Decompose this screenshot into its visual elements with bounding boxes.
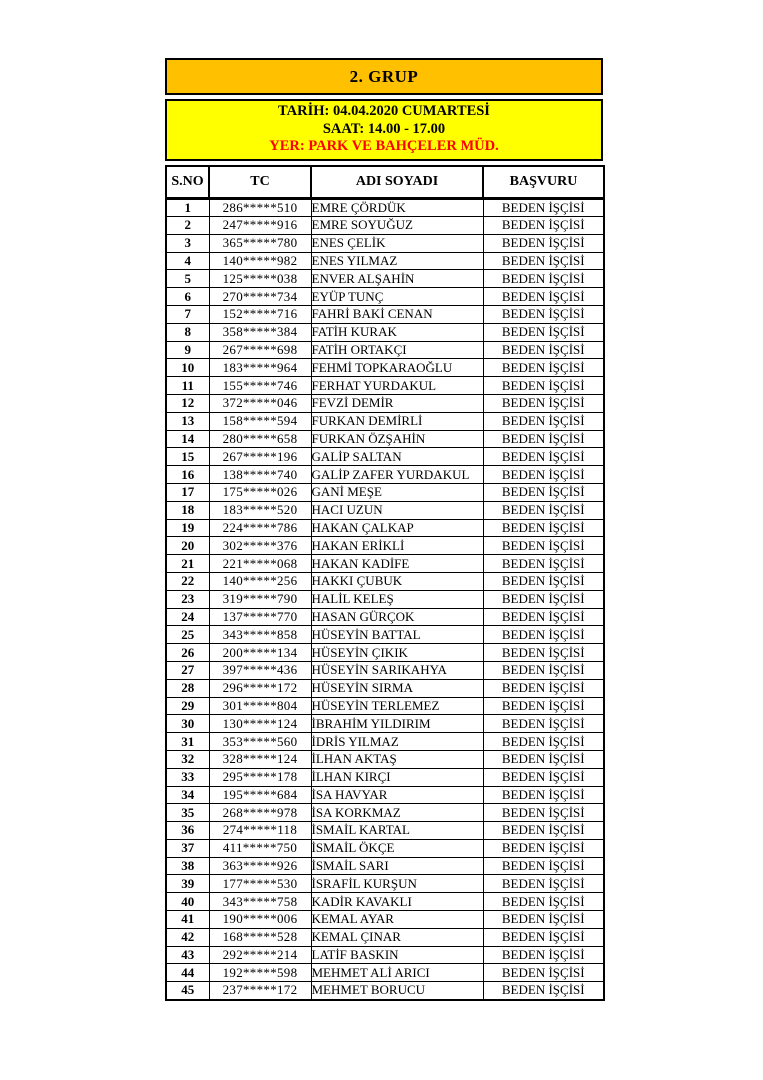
cell-tc: 155*****746 — [209, 377, 311, 395]
cell-name: İSMAİL SARI — [311, 857, 483, 875]
cell-basvuru: BEDEN İŞÇİSİ — [483, 448, 604, 466]
cell-sno: 20 — [166, 537, 209, 555]
cell-tc: 397*****436 — [209, 661, 311, 679]
cell-name: KADİR KAVAKLI — [311, 893, 483, 911]
cell-name: EYÜP TUNÇ — [311, 288, 483, 306]
cell-tc: 200*****134 — [209, 644, 311, 662]
cell-sno: 22 — [166, 572, 209, 590]
cell-tc: 372*****046 — [209, 394, 311, 412]
cell-tc: 137*****770 — [209, 608, 311, 626]
cell-tc: 221*****068 — [209, 555, 311, 573]
cell-basvuru: BEDEN İŞÇİSİ — [483, 839, 604, 857]
cell-name: FURKAN ÖZŞAHİN — [311, 430, 483, 448]
cell-name: İSRAFİL KURŞUN — [311, 875, 483, 893]
cell-tc: 267*****196 — [209, 448, 311, 466]
col-header-name: ADI SOYADI — [311, 166, 483, 199]
cell-sno: 14 — [166, 430, 209, 448]
cell-basvuru: BEDEN İŞÇİSİ — [483, 305, 604, 323]
cell-sno: 21 — [166, 555, 209, 573]
cell-basvuru: BEDEN İŞÇİSİ — [483, 252, 604, 270]
cell-basvuru: BEDEN İŞÇİSİ — [483, 911, 604, 929]
table-row — [166, 323, 604, 341]
col-header-tc: TC — [209, 166, 311, 199]
cell-basvuru: BEDEN İŞÇİSİ — [483, 893, 604, 911]
cell-name: MEHMET BORUCU — [311, 982, 483, 1000]
cell-basvuru: BEDEN İŞÇİSİ — [483, 679, 604, 697]
table-row — [166, 483, 604, 501]
table-row — [166, 537, 604, 555]
cell-tc: 286*****510 — [209, 199, 311, 217]
cell-sno: 7 — [166, 305, 209, 323]
cell-name: HÜSEYİN BATTAL — [311, 626, 483, 644]
table-row — [166, 750, 604, 768]
table-row — [166, 768, 604, 786]
cell-sno: 42 — [166, 928, 209, 946]
cell-tc: 152*****716 — [209, 305, 311, 323]
cell-name: İDRİS YILMAZ — [311, 733, 483, 751]
cell-tc: 292*****214 — [209, 946, 311, 964]
cell-name: FATİH KURAK — [311, 323, 483, 341]
cell-name: ENVER ALŞAHİN — [311, 270, 483, 288]
cell-sno: 13 — [166, 412, 209, 430]
cell-basvuru: BEDEN İŞÇİSİ — [483, 377, 604, 395]
table-row — [166, 341, 604, 359]
cell-name: KEMAL AYAR — [311, 911, 483, 929]
cell-tc: 183*****964 — [209, 359, 311, 377]
cell-name: HÜSEYİN TERLEMEZ — [311, 697, 483, 715]
cell-tc: 175*****026 — [209, 483, 311, 501]
cell-name: HACI UZUN — [311, 501, 483, 519]
table-row — [166, 519, 604, 537]
table-row — [166, 394, 604, 412]
cell-tc: 183*****520 — [209, 501, 311, 519]
cell-name: İSMAİL ÖKÇE — [311, 839, 483, 857]
cell-tc: 268*****978 — [209, 804, 311, 822]
table-row — [166, 501, 604, 519]
cell-sno: 8 — [166, 323, 209, 341]
cell-name: İSA HAVYAR — [311, 786, 483, 804]
cell-sno: 44 — [166, 964, 209, 982]
cell-sno: 34 — [166, 786, 209, 804]
cell-name: İBRAHİM YILDIRIM — [311, 715, 483, 733]
table-row — [166, 555, 604, 573]
cell-basvuru: BEDEN İŞÇİSİ — [483, 430, 604, 448]
cell-basvuru: BEDEN İŞÇİSİ — [483, 964, 604, 982]
cell-basvuru: BEDEN İŞÇİSİ — [483, 394, 604, 412]
table-row — [166, 412, 604, 430]
cell-tc: 274*****118 — [209, 822, 311, 840]
table-row — [166, 964, 604, 982]
table-row — [166, 946, 604, 964]
cell-sno: 19 — [166, 519, 209, 537]
cell-sno: 16 — [166, 466, 209, 484]
cell-basvuru: BEDEN İŞÇİSİ — [483, 750, 604, 768]
cell-sno: 9 — [166, 341, 209, 359]
cell-sno: 23 — [166, 590, 209, 608]
cell-name: FATİH ORTAKÇI — [311, 341, 483, 359]
cell-tc: 358*****384 — [209, 323, 311, 341]
cell-name: HAKAN KADİFE — [311, 555, 483, 573]
cell-name: HAKAN ÇALKAP — [311, 519, 483, 537]
cell-basvuru: BEDEN İŞÇİSİ — [483, 661, 604, 679]
cell-tc: 192*****598 — [209, 964, 311, 982]
group-header — [165, 58, 603, 95]
header-row — [166, 166, 604, 199]
table-row — [166, 857, 604, 875]
schedule-line-place: YER: PARK VE BAHÇELER MÜD. — [269, 138, 499, 154]
cell-sno: 2 — [166, 217, 209, 235]
cell-sno: 26 — [166, 644, 209, 662]
table-row — [166, 448, 604, 466]
cell-basvuru: BEDEN İŞÇİSİ — [483, 857, 604, 875]
cell-name: HÜSEYİN SIRMA — [311, 679, 483, 697]
cell-basvuru: BEDEN İŞÇİSİ — [483, 928, 604, 946]
cell-basvuru: BEDEN İŞÇİSİ — [483, 555, 604, 573]
cell-name: EMRE ÇÖRDÜK — [311, 199, 483, 217]
cell-basvuru: BEDEN İŞÇİSİ — [483, 483, 604, 501]
cell-tc: 130*****124 — [209, 715, 311, 733]
cell-tc: 363*****926 — [209, 857, 311, 875]
applicants-table — [165, 165, 605, 1001]
cell-tc: 365*****780 — [209, 234, 311, 252]
cell-tc: 302*****376 — [209, 537, 311, 555]
cell-tc: 177*****530 — [209, 875, 311, 893]
cell-basvuru: BEDEN İŞÇİSİ — [483, 697, 604, 715]
cell-sno: 35 — [166, 804, 209, 822]
cell-name: EMRE SOYUĞUZ — [311, 217, 483, 235]
cell-sno: 27 — [166, 661, 209, 679]
table-row — [166, 572, 604, 590]
cell-basvuru: BEDEN İŞÇİSİ — [483, 288, 604, 306]
table-row — [166, 733, 604, 751]
table-row — [166, 377, 604, 395]
table-row — [166, 608, 604, 626]
cell-basvuru: BEDEN İŞÇİSİ — [483, 733, 604, 751]
schedule-line-date: TARİH: 04.04.2020 CUMARTESİ — [278, 103, 490, 119]
col-header-basvuru: BAŞVURU — [483, 166, 604, 199]
cell-basvuru: BEDEN İŞÇİSİ — [483, 875, 604, 893]
cell-basvuru: BEDEN İŞÇİSİ — [483, 537, 604, 555]
cell-tc: 328*****124 — [209, 750, 311, 768]
cell-name: İLHAN AKTAŞ — [311, 750, 483, 768]
cell-name: HÜSEYİN ÇIKIK — [311, 644, 483, 662]
cell-name: KEMAL ÇINAR — [311, 928, 483, 946]
cell-tc: 237*****172 — [209, 982, 311, 1000]
cell-sno: 15 — [166, 448, 209, 466]
cell-sno: 29 — [166, 697, 209, 715]
table-row — [166, 893, 604, 911]
cell-basvuru: BEDEN İŞÇİSİ — [483, 217, 604, 235]
table-row — [166, 359, 604, 377]
table-row — [166, 697, 604, 715]
table-row — [166, 644, 604, 662]
table-row — [166, 679, 604, 697]
table-body — [166, 199, 604, 1000]
cell-basvuru: BEDEN İŞÇİSİ — [483, 199, 604, 217]
cell-tc: 267*****698 — [209, 341, 311, 359]
cell-basvuru: BEDEN İŞÇİSİ — [483, 644, 604, 662]
cell-name: HALİL KELEŞ — [311, 590, 483, 608]
group-title: 2. GRUP — [349, 67, 419, 86]
cell-sno: 25 — [166, 626, 209, 644]
cell-tc: 301*****804 — [209, 697, 311, 715]
cell-tc: 270*****734 — [209, 288, 311, 306]
cell-tc: 190*****006 — [209, 911, 311, 929]
table-row — [166, 199, 604, 217]
cell-name: FERHAT YURDAKUL — [311, 377, 483, 395]
schedule-line-time: SAAT: 14.00 - 17.00 — [322, 120, 446, 137]
cell-sno: 3 — [166, 234, 209, 252]
cell-name: FEHMİ TOPKARAOĞLU — [311, 359, 483, 377]
table-row — [166, 626, 604, 644]
cell-name: HÜSEYİN SARIKAHYA — [311, 661, 483, 679]
table-row — [166, 252, 604, 270]
cell-sno: 6 — [166, 288, 209, 306]
cell-name: GANİ MEŞE — [311, 483, 483, 501]
cell-sno: 43 — [166, 946, 209, 964]
cell-sno: 1 — [166, 199, 209, 217]
cell-basvuru: BEDEN İŞÇİSİ — [483, 270, 604, 288]
cell-basvuru: BEDEN İŞÇİSİ — [483, 519, 604, 537]
table-header — [166, 166, 604, 199]
cell-tc: 296*****172 — [209, 679, 311, 697]
table-row — [166, 911, 604, 929]
table-row — [166, 982, 604, 1000]
cell-sno: 5 — [166, 270, 209, 288]
cell-tc: 343*****758 — [209, 893, 311, 911]
cell-name: HASAN GÜRÇOK — [311, 608, 483, 626]
table-row — [166, 430, 604, 448]
cell-tc: 280*****658 — [209, 430, 311, 448]
cell-basvuru: BEDEN İŞÇİSİ — [483, 590, 604, 608]
cell-basvuru: BEDEN İŞÇİSİ — [483, 626, 604, 644]
cell-sno: 37 — [166, 839, 209, 857]
table-row — [166, 839, 604, 857]
cell-sno: 40 — [166, 893, 209, 911]
cell-name: GALİP ZAFER YURDAKUL — [311, 466, 483, 484]
cell-tc: 125*****038 — [209, 270, 311, 288]
cell-basvuru: BEDEN İŞÇİSİ — [483, 501, 604, 519]
cell-sno: 18 — [166, 501, 209, 519]
cell-sno: 28 — [166, 679, 209, 697]
table-row — [166, 217, 604, 235]
cell-name: İSMAİL KARTAL — [311, 822, 483, 840]
cell-sno: 33 — [166, 768, 209, 786]
cell-sno: 4 — [166, 252, 209, 270]
table-row — [166, 804, 604, 822]
cell-tc: 168*****528 — [209, 928, 311, 946]
cell-tc: 411*****750 — [209, 839, 311, 857]
cell-basvuru: BEDEN İŞÇİSİ — [483, 768, 604, 786]
cell-sno: 24 — [166, 608, 209, 626]
cell-tc: 140*****982 — [209, 252, 311, 270]
cell-basvuru: BEDEN İŞÇİSİ — [483, 323, 604, 341]
cell-tc: 140*****256 — [209, 572, 311, 590]
col-header-sno: S.NO — [166, 166, 209, 199]
cell-sno: 41 — [166, 911, 209, 929]
cell-name: HAKKI ÇUBUK — [311, 572, 483, 590]
table-row — [166, 661, 604, 679]
cell-basvuru: BEDEN İŞÇİSİ — [483, 234, 604, 252]
cell-sno: 39 — [166, 875, 209, 893]
cell-basvuru: BEDEN İŞÇİSİ — [483, 946, 604, 964]
cell-name: İSA KORKMAZ — [311, 804, 483, 822]
cell-name: ENES YILMAZ — [311, 252, 483, 270]
table-row — [166, 928, 604, 946]
cell-tc: 247*****916 — [209, 217, 311, 235]
cell-name: ENES ÇELİK — [311, 234, 483, 252]
cell-tc: 295*****178 — [209, 768, 311, 786]
cell-sno: 12 — [166, 394, 209, 412]
cell-basvuru: BEDEN İŞÇİSİ — [483, 466, 604, 484]
cell-basvuru: BEDEN İŞÇİSİ — [483, 822, 604, 840]
cell-sno: 36 — [166, 822, 209, 840]
cell-tc: 138*****740 — [209, 466, 311, 484]
cell-sno: 45 — [166, 982, 209, 1000]
cell-basvuru: BEDEN İŞÇİSİ — [483, 359, 604, 377]
table-row — [166, 715, 604, 733]
cell-basvuru: BEDEN İŞÇİSİ — [483, 341, 604, 359]
cell-name: FURKAN DEMİRLİ — [311, 412, 483, 430]
table-row — [166, 288, 604, 306]
cell-tc: 158*****594 — [209, 412, 311, 430]
table-row — [166, 590, 604, 608]
cell-name: LATİF BASKIN — [311, 946, 483, 964]
cell-name: FAHRİ BAKİ CENAN — [311, 305, 483, 323]
cell-tc: 195*****684 — [209, 786, 311, 804]
table-row — [166, 822, 604, 840]
cell-sno: 30 — [166, 715, 209, 733]
table-row — [166, 270, 604, 288]
table-row — [166, 875, 604, 893]
cell-name: İLHAN KIRÇI — [311, 768, 483, 786]
cell-basvuru: BEDEN İŞÇİSİ — [483, 572, 604, 590]
schedule-banner — [165, 99, 603, 161]
cell-tc: 353*****560 — [209, 733, 311, 751]
cell-sno: 32 — [166, 750, 209, 768]
cell-basvuru: BEDEN İŞÇİSİ — [483, 804, 604, 822]
cell-sno: 11 — [166, 377, 209, 395]
applicant-list-document — [165, 58, 603, 1001]
cell-basvuru: BEDEN İŞÇİSİ — [483, 608, 604, 626]
cell-tc: 343*****858 — [209, 626, 311, 644]
cell-sno: 31 — [166, 733, 209, 751]
cell-basvuru: BEDEN İŞÇİSİ — [483, 715, 604, 733]
table-row — [166, 786, 604, 804]
table-row — [166, 466, 604, 484]
cell-name: FEVZİ DEMİR — [311, 394, 483, 412]
cell-sno: 38 — [166, 857, 209, 875]
cell-sno: 10 — [166, 359, 209, 377]
cell-name: GALİP SALTAN — [311, 448, 483, 466]
cell-tc: 319*****790 — [209, 590, 311, 608]
cell-sno: 17 — [166, 483, 209, 501]
table-row — [166, 305, 604, 323]
table-row — [166, 234, 604, 252]
cell-name: MEHMET ALİ ARICI — [311, 964, 483, 982]
cell-basvuru: BEDEN İŞÇİSİ — [483, 412, 604, 430]
cell-basvuru: BEDEN İŞÇİSİ — [483, 982, 604, 1000]
cell-basvuru: BEDEN İŞÇİSİ — [483, 786, 604, 804]
cell-tc: 224*****786 — [209, 519, 311, 537]
cell-name: HAKAN ERİKLİ — [311, 537, 483, 555]
